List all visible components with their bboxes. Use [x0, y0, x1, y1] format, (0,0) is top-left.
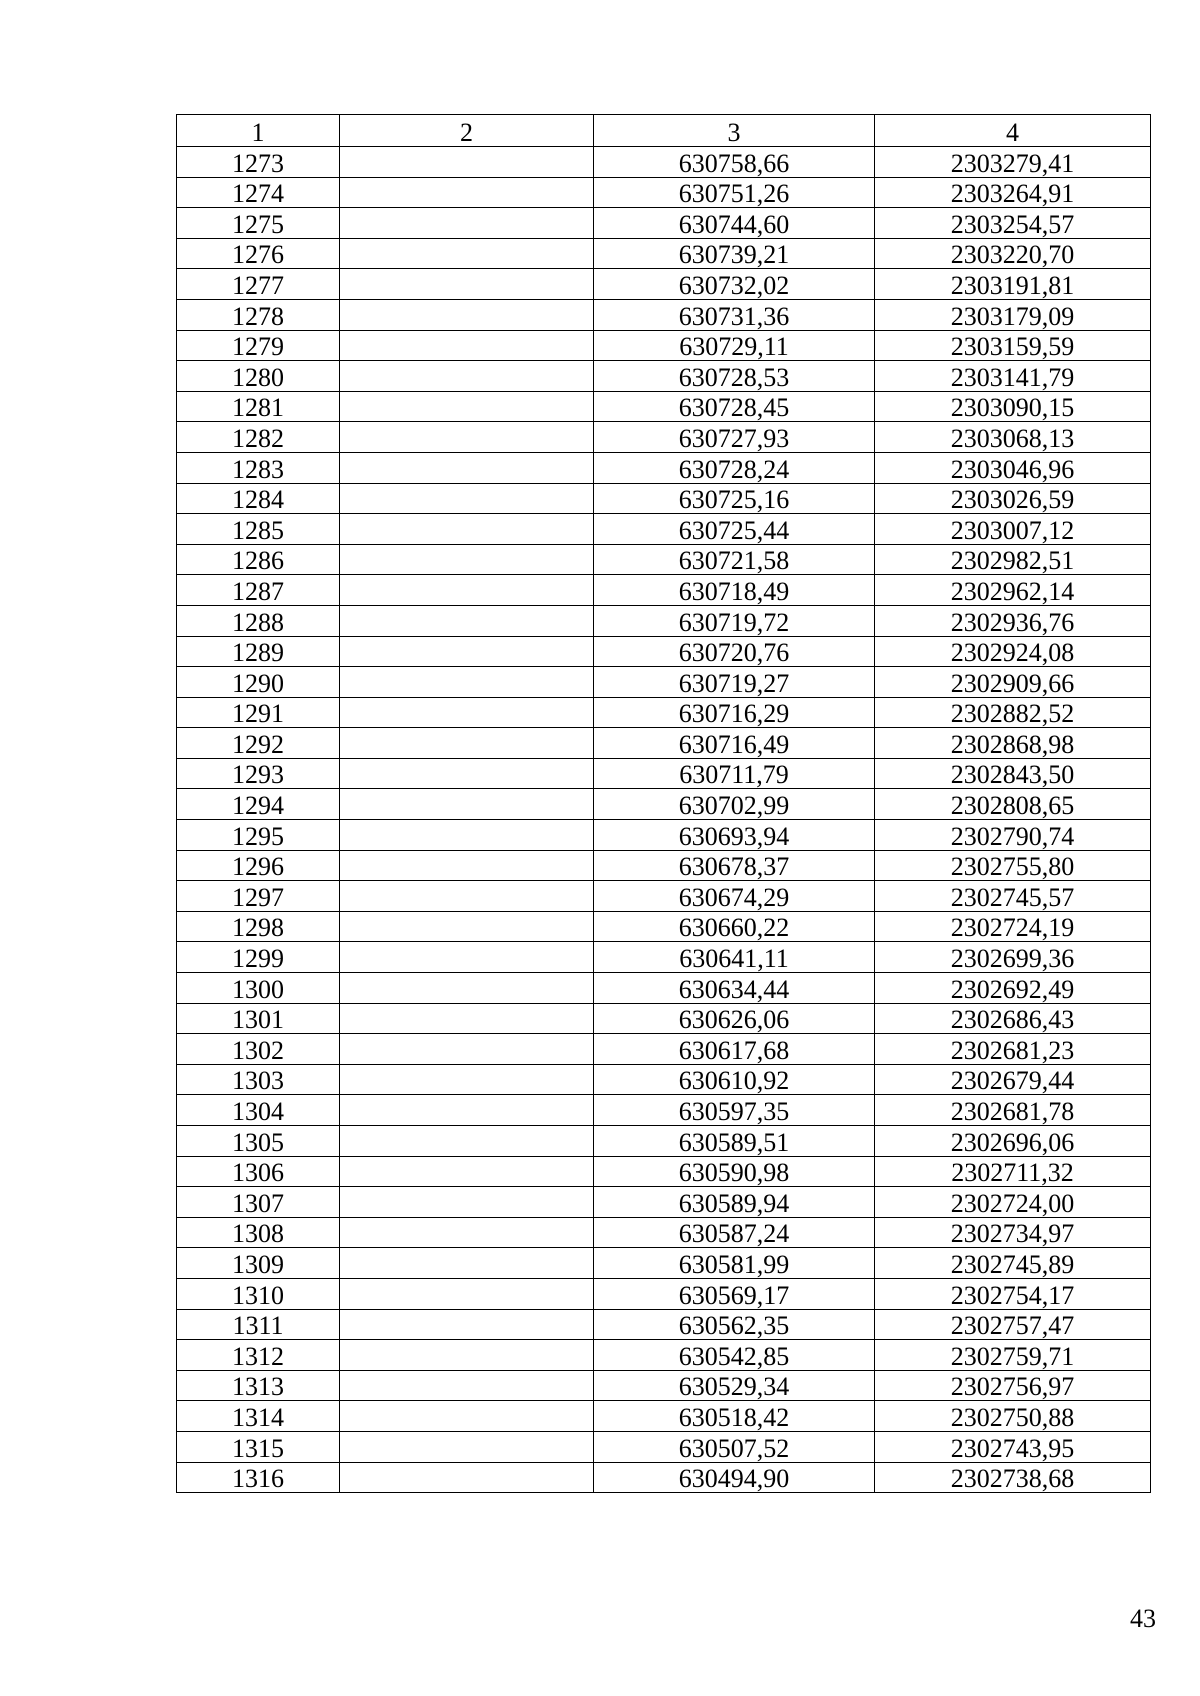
empty-cell	[340, 1462, 594, 1493]
x-coordinate-cell: 630634,44	[594, 973, 875, 1004]
x-coordinate-cell: 630693,94	[594, 820, 875, 851]
point-number-cell: 1293	[177, 758, 340, 789]
point-number-cell: 1310	[177, 1278, 340, 1309]
point-number-cell: 1315	[177, 1431, 340, 1462]
x-coordinate-cell: 630542,85	[594, 1340, 875, 1371]
empty-cell	[340, 911, 594, 942]
table-row	[177, 1187, 1151, 1218]
empty-cell	[340, 697, 594, 728]
empty-cell	[340, 758, 594, 789]
x-coordinate-cell: 630720,76	[594, 636, 875, 667]
table-row	[177, 361, 1151, 392]
x-coordinate-cell: 630702,99	[594, 789, 875, 820]
point-number-cell: 1290	[177, 667, 340, 698]
table-row	[177, 973, 1151, 1004]
x-coordinate-cell: 630660,22	[594, 911, 875, 942]
x-coordinate-cell: 630610,92	[594, 1064, 875, 1095]
y-coordinate-cell: 2303191,81	[875, 269, 1151, 300]
point-number-cell: 1312	[177, 1340, 340, 1371]
table-row	[177, 881, 1151, 912]
page-number: 43	[1130, 1604, 1156, 1633]
table-row	[177, 238, 1151, 269]
table-row	[177, 1034, 1151, 1065]
y-coordinate-cell: 2302679,44	[875, 1064, 1151, 1095]
table-row	[177, 1401, 1151, 1432]
point-number-cell: 1296	[177, 850, 340, 881]
point-number-cell: 1300	[177, 973, 340, 1004]
y-coordinate-cell: 2302699,36	[875, 942, 1151, 973]
y-coordinate-cell: 2302882,52	[875, 697, 1151, 728]
point-number-cell: 1313	[177, 1370, 340, 1401]
x-coordinate-cell: 630507,52	[594, 1431, 875, 1462]
table-row	[177, 728, 1151, 759]
point-number-cell: 1274	[177, 177, 340, 208]
point-number-cell: 1297	[177, 881, 340, 912]
y-coordinate-cell: 2302924,08	[875, 636, 1151, 667]
empty-cell	[340, 1003, 594, 1034]
point-number-cell: 1283	[177, 452, 340, 483]
y-coordinate-cell: 2302686,43	[875, 1003, 1151, 1034]
table-body	[177, 147, 1151, 1493]
x-coordinate-cell: 630719,27	[594, 667, 875, 698]
x-coordinate-cell: 630727,93	[594, 422, 875, 453]
x-coordinate-cell: 630678,37	[594, 850, 875, 881]
y-coordinate-cell: 2302790,74	[875, 820, 1151, 851]
y-coordinate-cell: 2302936,76	[875, 605, 1151, 636]
y-coordinate-cell: 2302909,66	[875, 667, 1151, 698]
table-row	[177, 177, 1151, 208]
point-number-cell: 1305	[177, 1126, 340, 1157]
point-number-cell: 1292	[177, 728, 340, 759]
x-coordinate-cell: 630587,24	[594, 1217, 875, 1248]
table-row	[177, 1340, 1151, 1371]
table-row	[177, 208, 1151, 239]
y-coordinate-cell: 2303254,57	[875, 208, 1151, 239]
x-coordinate-cell: 630758,66	[594, 147, 875, 178]
table-row	[177, 636, 1151, 667]
empty-cell	[340, 514, 594, 545]
empty-cell	[340, 667, 594, 698]
table-row	[177, 1278, 1151, 1309]
y-coordinate-cell: 2302745,57	[875, 881, 1151, 912]
y-coordinate-cell: 2303141,79	[875, 361, 1151, 392]
empty-cell	[340, 820, 594, 851]
table-row	[177, 667, 1151, 698]
table-row	[177, 514, 1151, 545]
x-coordinate-cell: 630718,49	[594, 575, 875, 606]
table-header	[177, 115, 1151, 147]
x-coordinate-cell: 630728,45	[594, 391, 875, 422]
x-coordinate-cell: 630731,36	[594, 299, 875, 330]
x-coordinate-cell: 630674,29	[594, 881, 875, 912]
empty-cell	[340, 1248, 594, 1279]
empty-cell	[340, 208, 594, 239]
table-row	[177, 1217, 1151, 1248]
point-number-cell: 1291	[177, 697, 340, 728]
y-coordinate-cell: 2302757,47	[875, 1309, 1151, 1340]
y-coordinate-cell: 2303090,15	[875, 391, 1151, 422]
empty-cell	[340, 1217, 594, 1248]
y-coordinate-cell: 2302808,65	[875, 789, 1151, 820]
x-coordinate-cell: 630751,26	[594, 177, 875, 208]
y-coordinate-cell: 2302738,68	[875, 1462, 1151, 1493]
y-coordinate-cell: 2302724,00	[875, 1187, 1151, 1218]
x-coordinate-cell: 630719,72	[594, 605, 875, 636]
x-coordinate-cell: 630597,35	[594, 1095, 875, 1126]
point-number-cell: 1278	[177, 299, 340, 330]
point-number-cell: 1282	[177, 422, 340, 453]
table-row	[177, 697, 1151, 728]
x-coordinate-cell: 630732,02	[594, 269, 875, 300]
point-number-cell: 1303	[177, 1064, 340, 1095]
table-row	[177, 1003, 1151, 1034]
point-number-cell: 1311	[177, 1309, 340, 1340]
point-number-cell: 1302	[177, 1034, 340, 1065]
y-coordinate-cell: 2302734,97	[875, 1217, 1151, 1248]
y-coordinate-cell: 2302743,95	[875, 1431, 1151, 1462]
table-row	[177, 1156, 1151, 1187]
y-coordinate-cell: 2302724,19	[875, 911, 1151, 942]
empty-cell	[340, 147, 594, 178]
x-coordinate-cell: 630518,42	[594, 1401, 875, 1432]
y-coordinate-cell: 2302868,98	[875, 728, 1151, 759]
x-coordinate-cell: 630626,06	[594, 1003, 875, 1034]
empty-cell	[340, 1095, 594, 1126]
y-coordinate-cell: 2302692,49	[875, 973, 1151, 1004]
empty-cell	[340, 391, 594, 422]
empty-cell	[340, 330, 594, 361]
y-coordinate-cell: 2302681,78	[875, 1095, 1151, 1126]
y-coordinate-cell: 2302755,80	[875, 850, 1151, 881]
header-row	[177, 115, 1151, 147]
x-coordinate-cell: 630725,16	[594, 483, 875, 514]
table-row	[177, 269, 1151, 300]
point-number-cell: 1284	[177, 483, 340, 514]
table-row	[177, 789, 1151, 820]
point-number-cell: 1289	[177, 636, 340, 667]
x-coordinate-cell: 630721,58	[594, 544, 875, 575]
table-row	[177, 1064, 1151, 1095]
empty-cell	[340, 1034, 594, 1065]
table-row	[177, 820, 1151, 851]
coordinates-table	[176, 114, 1151, 1493]
x-coordinate-cell: 630744,60	[594, 208, 875, 239]
empty-cell	[340, 269, 594, 300]
table-row	[177, 850, 1151, 881]
y-coordinate-cell: 2302756,97	[875, 1370, 1151, 1401]
point-number-cell: 1314	[177, 1401, 340, 1432]
y-coordinate-cell: 2302696,06	[875, 1126, 1151, 1157]
x-coordinate-cell: 630728,24	[594, 452, 875, 483]
empty-cell	[340, 1156, 594, 1187]
x-coordinate-cell: 630617,68	[594, 1034, 875, 1065]
point-number-cell: 1306	[177, 1156, 340, 1187]
table-row	[177, 1126, 1151, 1157]
point-number-cell: 1304	[177, 1095, 340, 1126]
y-coordinate-cell: 2302681,23	[875, 1034, 1151, 1065]
point-number-cell: 1298	[177, 911, 340, 942]
column-header-1: 1	[177, 115, 340, 147]
point-number-cell: 1307	[177, 1187, 340, 1218]
empty-cell	[340, 1401, 594, 1432]
empty-cell	[340, 452, 594, 483]
x-coordinate-cell: 630590,98	[594, 1156, 875, 1187]
y-coordinate-cell: 2302754,17	[875, 1278, 1151, 1309]
y-coordinate-cell: 2303159,59	[875, 330, 1151, 361]
point-number-cell: 1309	[177, 1248, 340, 1279]
table-row	[177, 544, 1151, 575]
empty-cell	[340, 605, 594, 636]
table-row	[177, 758, 1151, 789]
point-number-cell: 1276	[177, 238, 340, 269]
table-row	[177, 422, 1151, 453]
x-coordinate-cell: 630641,11	[594, 942, 875, 973]
table-row	[177, 483, 1151, 514]
x-coordinate-cell: 630581,99	[594, 1248, 875, 1279]
table-row	[177, 1431, 1151, 1462]
point-number-cell: 1308	[177, 1217, 340, 1248]
point-number-cell: 1279	[177, 330, 340, 361]
point-number-cell: 1286	[177, 544, 340, 575]
empty-cell	[340, 1370, 594, 1401]
table-row	[177, 911, 1151, 942]
column-header-4: 4	[875, 115, 1151, 147]
empty-cell	[340, 422, 594, 453]
table-row	[177, 605, 1151, 636]
table-row	[177, 299, 1151, 330]
y-coordinate-cell: 2302711,32	[875, 1156, 1151, 1187]
table-row	[177, 575, 1151, 606]
point-number-cell: 1275	[177, 208, 340, 239]
point-number-cell: 1294	[177, 789, 340, 820]
x-coordinate-cell: 630716,29	[594, 697, 875, 728]
x-coordinate-cell: 630589,51	[594, 1126, 875, 1157]
empty-cell	[340, 1064, 594, 1095]
empty-cell	[340, 1431, 594, 1462]
y-coordinate-cell: 2303068,13	[875, 422, 1151, 453]
empty-cell	[340, 575, 594, 606]
point-number-cell: 1273	[177, 147, 340, 178]
x-coordinate-cell: 630562,35	[594, 1309, 875, 1340]
y-coordinate-cell: 2303264,91	[875, 177, 1151, 208]
x-coordinate-cell: 630494,90	[594, 1462, 875, 1493]
column-header-3: 3	[594, 115, 875, 147]
x-coordinate-cell: 630739,21	[594, 238, 875, 269]
y-coordinate-cell: 2303026,59	[875, 483, 1151, 514]
y-coordinate-cell: 2302750,88	[875, 1401, 1151, 1432]
y-coordinate-cell: 2302745,89	[875, 1248, 1151, 1279]
empty-cell	[340, 544, 594, 575]
point-number-cell: 1288	[177, 605, 340, 636]
y-coordinate-cell: 2303279,41	[875, 147, 1151, 178]
x-coordinate-cell: 630569,17	[594, 1278, 875, 1309]
empty-cell	[340, 1126, 594, 1157]
table-row	[177, 1462, 1151, 1493]
empty-cell	[340, 636, 594, 667]
table-row	[177, 1309, 1151, 1340]
empty-cell	[340, 177, 594, 208]
x-coordinate-cell: 630728,53	[594, 361, 875, 392]
y-coordinate-cell: 2303007,12	[875, 514, 1151, 545]
table-row	[177, 452, 1151, 483]
x-coordinate-cell: 630589,94	[594, 1187, 875, 1218]
table-row	[177, 1095, 1151, 1126]
empty-cell	[340, 1309, 594, 1340]
x-coordinate-cell: 630716,49	[594, 728, 875, 759]
empty-cell	[340, 238, 594, 269]
empty-cell	[340, 942, 594, 973]
table-row	[177, 391, 1151, 422]
point-number-cell: 1277	[177, 269, 340, 300]
table-row	[177, 330, 1151, 361]
empty-cell	[340, 881, 594, 912]
empty-cell	[340, 850, 594, 881]
point-number-cell: 1301	[177, 1003, 340, 1034]
point-number-cell: 1287	[177, 575, 340, 606]
point-number-cell: 1280	[177, 361, 340, 392]
empty-cell	[340, 973, 594, 1004]
y-coordinate-cell: 2302982,51	[875, 544, 1151, 575]
y-coordinate-cell: 2303046,96	[875, 452, 1151, 483]
table-row	[177, 147, 1151, 178]
table-row	[177, 1248, 1151, 1279]
y-coordinate-cell: 2302962,14	[875, 575, 1151, 606]
x-coordinate-cell: 630711,79	[594, 758, 875, 789]
point-number-cell: 1299	[177, 942, 340, 973]
y-coordinate-cell: 2303220,70	[875, 238, 1151, 269]
empty-cell	[340, 789, 594, 820]
column-header-2: 2	[340, 115, 594, 147]
empty-cell	[340, 483, 594, 514]
y-coordinate-cell: 2303179,09	[875, 299, 1151, 330]
empty-cell	[340, 1340, 594, 1371]
empty-cell	[340, 1187, 594, 1218]
empty-cell	[340, 299, 594, 330]
y-coordinate-cell: 2302843,50	[875, 758, 1151, 789]
point-number-cell: 1295	[177, 820, 340, 851]
empty-cell	[340, 361, 594, 392]
table-row	[177, 942, 1151, 973]
x-coordinate-cell: 630729,11	[594, 330, 875, 361]
point-number-cell: 1316	[177, 1462, 340, 1493]
x-coordinate-cell: 630725,44	[594, 514, 875, 545]
point-number-cell: 1281	[177, 391, 340, 422]
y-coordinate-cell: 2302759,71	[875, 1340, 1151, 1371]
empty-cell	[340, 1278, 594, 1309]
x-coordinate-cell: 630529,34	[594, 1370, 875, 1401]
point-number-cell: 1285	[177, 514, 340, 545]
table-row	[177, 1370, 1151, 1401]
empty-cell	[340, 728, 594, 759]
